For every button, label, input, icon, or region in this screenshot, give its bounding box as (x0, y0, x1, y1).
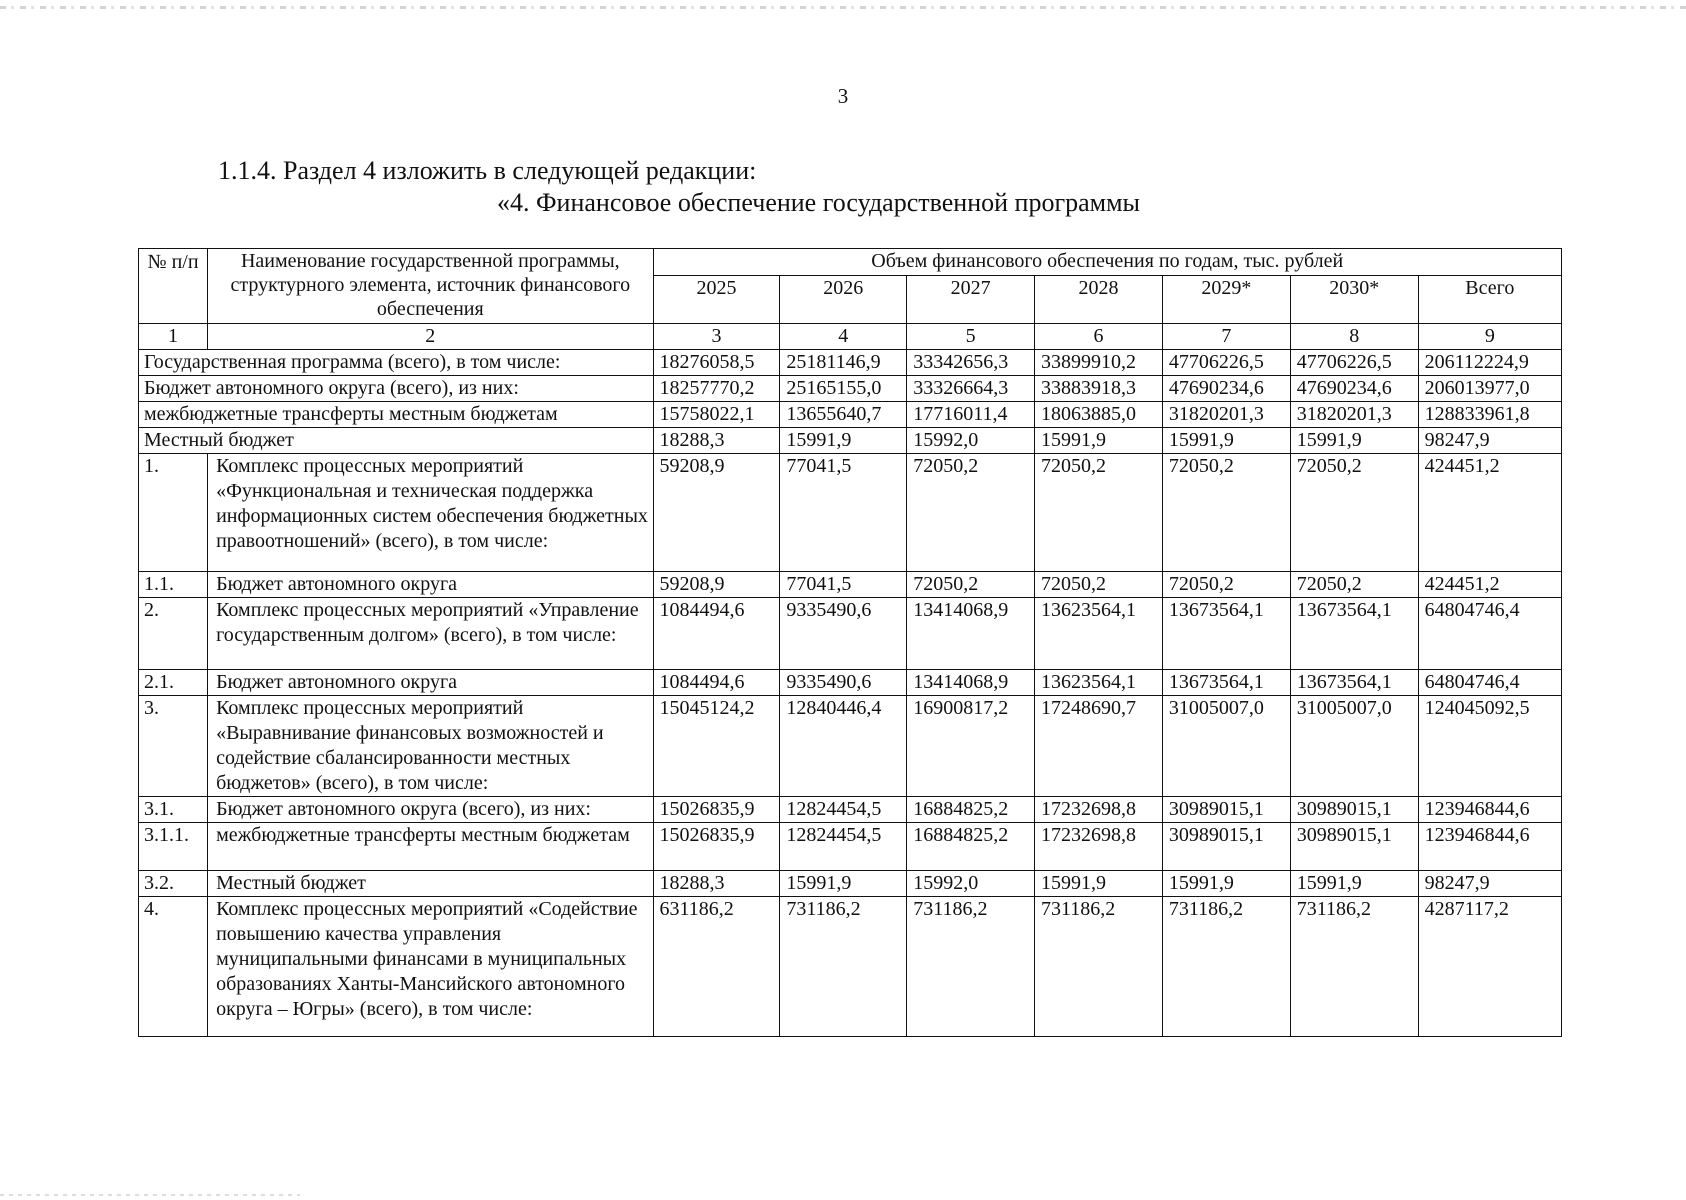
value-cell: 77041,5 (780, 454, 907, 572)
value-cell: 13673564,1 (1290, 670, 1418, 696)
value-cell: 12824454,5 (780, 797, 907, 823)
row-number-cell: 3.1. (139, 797, 208, 823)
row-number-cell: 1. (139, 454, 208, 572)
column-number-cell: 2 (208, 324, 653, 350)
table-row (139, 428, 1562, 454)
value-cell: 16884825,2 (907, 797, 1035, 823)
value-cell: 72050,2 (1162, 572, 1290, 598)
value-cell: 72050,2 (1035, 454, 1163, 572)
column-number-cell: 8 (1290, 324, 1418, 350)
value-cell: 15992,0 (907, 428, 1035, 454)
header-year: 2027 (907, 276, 1035, 324)
value-cell: 12840446,4 (780, 696, 907, 797)
value-cell: 128833961,8 (1418, 402, 1561, 428)
value-cell: 13414068,9 (907, 598, 1035, 670)
table-row (139, 670, 1562, 696)
value-cell: 33899910,2 (1035, 350, 1163, 376)
value-cell: 13673564,1 (1162, 670, 1290, 696)
value-cell: 13414068,9 (907, 670, 1035, 696)
column-number-cell: 5 (907, 324, 1035, 350)
value-cell: 98247,9 (1418, 428, 1561, 454)
value-cell: 18288,3 (653, 428, 780, 454)
value-cell: 18276058,5 (653, 350, 780, 376)
table-row (139, 572, 1562, 598)
column-number-cell: 7 (1162, 324, 1290, 350)
value-cell: 13623564,1 (1035, 670, 1163, 696)
header-year: 2026 (780, 276, 907, 324)
value-cell: 424451,2 (1418, 572, 1561, 598)
value-cell: 15026835,9 (653, 823, 780, 871)
row-name-cell: Комплекс процессных мероприятий «Выравнивание финансовых возможностей и содействие сбалансированности местных бюджетов» (всего), в том числе: (208, 696, 653, 797)
value-cell: 1084494,6 (653, 670, 780, 696)
value-cell: 15991,9 (1290, 428, 1418, 454)
value-cell: 47690234,6 (1290, 376, 1418, 402)
table-row (139, 871, 1562, 897)
value-cell: 13673564,1 (1162, 598, 1290, 670)
value-cell: 15992,0 (907, 871, 1035, 897)
page-number: 3 (837, 84, 849, 108)
row-name-cell: Местный бюджет (208, 871, 653, 897)
value-cell: 59208,9 (653, 454, 780, 572)
value-cell: 124045092,5 (1418, 696, 1561, 797)
table-row (139, 598, 1562, 670)
value-cell: 16900817,2 (907, 696, 1035, 797)
row-number-cell: 2.1. (139, 670, 208, 696)
value-cell: 1084494,6 (653, 598, 780, 670)
scan-edge-bottom (0, 1194, 300, 1196)
header-year: Всего (1418, 276, 1561, 324)
value-cell: 18257770,2 (653, 376, 780, 402)
column-number-cell: 3 (653, 324, 780, 350)
row-name-cell: межбюджетные трансферты местным бюджетам (139, 402, 654, 428)
row-name-cell: Комплекс процессных мероприятий «Содействие повышению качества управления муниципальными финансами в муниципальных образованиях Ханты-Мансийского автономного округа – Югры» (всего), в том числе: (208, 897, 653, 1037)
value-cell: 15991,9 (1035, 871, 1163, 897)
row-number-cell: 1.1. (139, 572, 208, 598)
value-cell: 18063885,0 (1035, 402, 1163, 428)
row-name-cell: Бюджет автономного округа (208, 572, 653, 598)
value-cell: 25165155,0 (780, 376, 907, 402)
value-cell: 731186,2 (1290, 897, 1418, 1037)
value-cell: 30989015,1 (1290, 797, 1418, 823)
row-name-cell: Бюджет автономного округа (всего), из них: (208, 797, 653, 823)
value-cell: 30989015,1 (1162, 797, 1290, 823)
value-cell: 731186,2 (1035, 897, 1163, 1037)
value-cell: 98247,9 (1418, 871, 1561, 897)
value-cell: 15991,9 (1162, 428, 1290, 454)
value-cell: 631186,2 (653, 897, 780, 1037)
value-cell: 18288,3 (653, 871, 780, 897)
value-cell: 731186,2 (1162, 897, 1290, 1037)
value-cell: 31820201,3 (1290, 402, 1418, 428)
header-financing-group: Объем финансового обеспечения по годам, тыс. рублей (653, 249, 1561, 276)
value-cell: 731186,2 (907, 897, 1035, 1037)
value-cell: 123946844,6 (1418, 797, 1561, 823)
row-number-cell: 4. (139, 897, 208, 1037)
header-year: 2025 (653, 276, 780, 324)
row-name-cell: Бюджет автономного округа (всего), из них: (139, 376, 654, 402)
value-cell: 17716011,4 (907, 402, 1035, 428)
value-cell: 9335490,6 (780, 598, 907, 670)
row-number-cell: 3. (139, 696, 208, 797)
value-cell: 16884825,2 (907, 823, 1035, 871)
value-cell: 25181146,9 (780, 350, 907, 376)
value-cell: 15045124,2 (653, 696, 780, 797)
row-number-cell: 2. (139, 598, 208, 670)
value-cell: 13623564,1 (1035, 598, 1163, 670)
column-number-cell: 1 (139, 324, 208, 350)
value-cell: 30989015,1 (1162, 823, 1290, 871)
value-cell: 15026835,9 (653, 797, 780, 823)
value-cell: 33883918,3 (1035, 376, 1163, 402)
value-cell: 206112224,9 (1418, 350, 1561, 376)
table-row (139, 454, 1562, 572)
value-cell: 17232698,8 (1035, 823, 1163, 871)
value-cell: 13673564,1 (1290, 598, 1418, 670)
header-year: 2030* (1290, 276, 1418, 324)
value-cell: 72050,2 (1290, 454, 1418, 572)
value-cell: 33342656,3 (907, 350, 1035, 376)
value-cell: 77041,5 (780, 572, 907, 598)
financing-table (138, 248, 1562, 1037)
section-amendment-heading: 1.1.4. Раздел 4 изложить в следующей редакции: (218, 156, 757, 185)
value-cell: 17232698,8 (1035, 797, 1163, 823)
value-cell: 72050,2 (907, 454, 1035, 572)
value-cell: 15991,9 (1035, 428, 1163, 454)
value-cell: 17248690,7 (1035, 696, 1163, 797)
row-name-cell: Комплекс процессных мероприятий «Управление государственным долгом» (всего), в том числе: (208, 598, 653, 670)
value-cell: 206013977,0 (1418, 376, 1561, 402)
value-cell: 30989015,1 (1290, 823, 1418, 871)
value-cell: 47706226,5 (1290, 350, 1418, 376)
value-cell: 15991,9 (1162, 871, 1290, 897)
row-name-cell: Местный бюджет (139, 428, 654, 454)
header-col-name: Наименование государственной программы, структурного элемента, источник финансового обеспечения (208, 249, 653, 324)
value-cell: 72050,2 (1290, 572, 1418, 598)
table-row (139, 376, 1562, 402)
value-cell: 72050,2 (1035, 572, 1163, 598)
value-cell: 64804746,4 (1418, 598, 1561, 670)
header-year: 2028 (1035, 276, 1163, 324)
table-row (139, 696, 1562, 797)
value-cell: 64804746,4 (1418, 670, 1561, 696)
row-name-cell: межбюджетные трансферты местным бюджетам (208, 823, 653, 871)
value-cell: 13655640,7 (780, 402, 907, 428)
row-number-cell: 3.2. (139, 871, 208, 897)
value-cell: 731186,2 (780, 897, 907, 1037)
column-number-cell: 6 (1035, 324, 1163, 350)
value-cell: 15991,9 (780, 871, 907, 897)
value-cell: 15758022,1 (653, 402, 780, 428)
row-name-cell: Государственная программа (всего), в том числе: (139, 350, 654, 376)
value-cell: 47706226,5 (1162, 350, 1290, 376)
table-row (139, 402, 1562, 428)
value-cell: 9335490,6 (780, 670, 907, 696)
header-col-number: № п/п (139, 249, 208, 324)
column-number-cell: 9 (1418, 324, 1561, 350)
value-cell: 15991,9 (780, 428, 907, 454)
row-number-cell: 3.1.1. (139, 823, 208, 871)
value-cell: 12824454,5 (780, 823, 907, 871)
value-cell: 31005007,0 (1162, 696, 1290, 797)
scan-edge-top (0, 6, 1686, 9)
row-name-cell: Бюджет автономного округа (208, 670, 653, 696)
table-row (139, 897, 1562, 1037)
header-year: 2029* (1162, 276, 1290, 324)
section-title: «4. Финансовое обеспечение государственной программы (497, 188, 1141, 217)
table-row (139, 350, 1562, 376)
table-row (139, 797, 1562, 823)
value-cell: 47690234,6 (1162, 376, 1290, 402)
value-cell: 59208,9 (653, 572, 780, 598)
value-cell: 123946844,6 (1418, 823, 1561, 871)
value-cell: 72050,2 (1162, 454, 1290, 572)
value-cell: 31820201,3 (1162, 402, 1290, 428)
value-cell: 424451,2 (1418, 454, 1561, 572)
value-cell: 4287117,2 (1418, 897, 1561, 1037)
value-cell: 15991,9 (1290, 871, 1418, 897)
row-name-cell: Комплекс процессных мероприятий «Функциональная и техническая поддержка информационных систем обеспечения бюджетных правоотношений» (всего), в том числе: (208, 454, 653, 572)
table-row (139, 823, 1562, 871)
value-cell: 31005007,0 (1290, 696, 1418, 797)
value-cell: 33326664,3 (907, 376, 1035, 402)
value-cell: 72050,2 (907, 572, 1035, 598)
column-number-cell: 4 (780, 324, 907, 350)
